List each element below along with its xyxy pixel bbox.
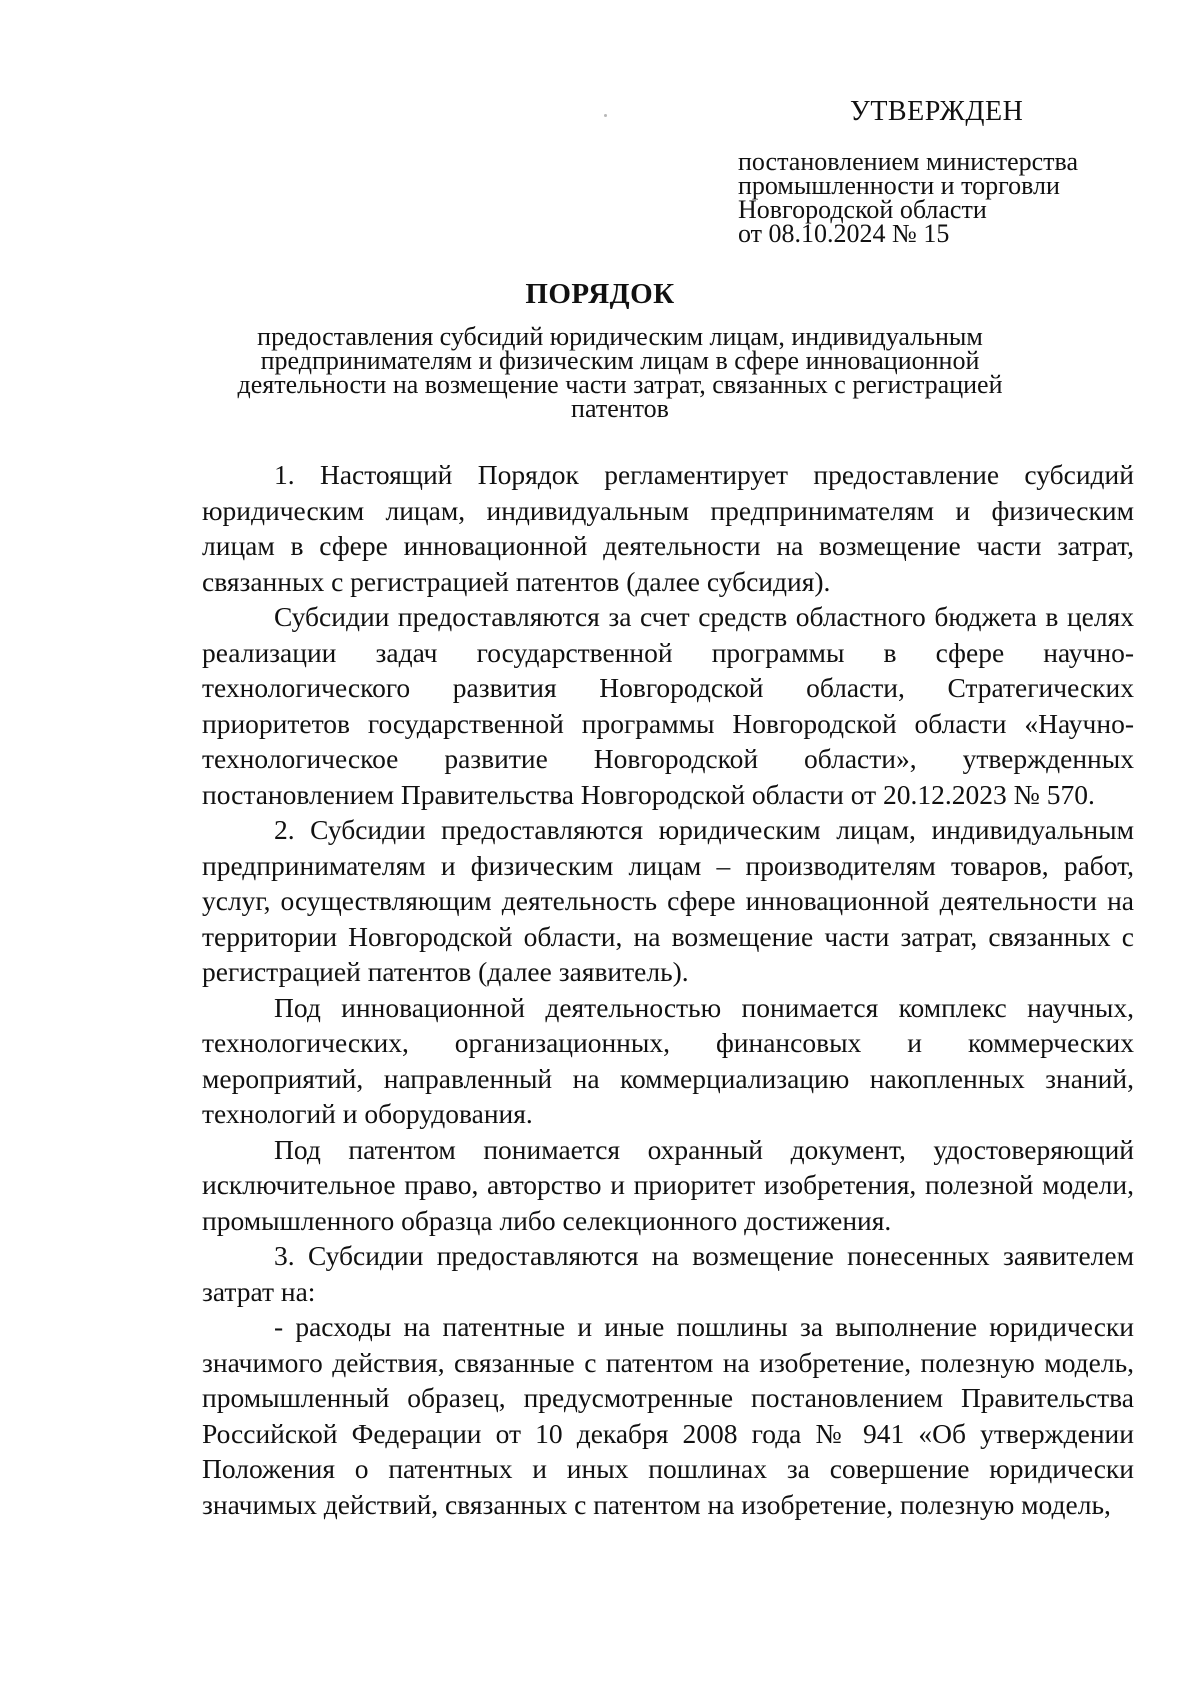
- approval-details: [738, 147, 1138, 248]
- paragraph: 3. Субсидии предоставляются на возмещение понесенных заявителем затрат на:: [202, 1240, 1134, 1307]
- paragraph: 2. Субсидии предоставляются юридическим лицам, индивидуальным предпринимателям и физическим лицам – производителям товаров, работ, услуг, осуществляющим деятельность сфере инновационной деятельности на территории Новгородской области, на возмещение части затрат, связанных с регистрацией патентов (далее заявитель).: [202, 814, 1134, 987]
- paragraph: Субсидии предоставляются за счет средств областного бюджета в целях реализации задач государственной программы в сфере научно-технологического развития Новгородской области, Стратегических приоритетов государственной программы Новгородской области «Научно-технологическое развитие Новгородской области», утвержденных постановлением Правительства Новгородской области от 20.12.2023 № 570.: [202, 601, 1134, 810]
- paragraph: - расходы на патентные и иные пошлины за выполнение юридически значимого действия, связанные с патентом на изобретение, полезную модель, промышленный образец, предусмотренные постановлением Правительства Российской Федерации от 10 декабря 2008 года № 941 «Об утверждении Положения о патентных и иных пошлинах за совершение юридически значимых действий, связанных с патентом на изобретение, полезную модель,: [202, 1311, 1134, 1520]
- scan-speck: [604, 114, 607, 117]
- document-subtitle: [200, 322, 1040, 423]
- paragraph: 1. Настоящий Порядок регламентирует предоставление субсидий юридическим лицам, индивидуальным предпринимателям и физическим лицам в сфере инновационной деятельности на возмещение части затрат, связанных с регистрацией патентов (далее субсидия).: [202, 459, 1134, 597]
- subtitle-line: предоставления субсидий юридическим лицам, индивидуальным: [257, 322, 983, 351]
- approval-line: промышленности и торговли: [738, 171, 1060, 200]
- document-title: ПОРЯДОК: [525, 278, 675, 310]
- approval-line: постановлением министерства: [738, 147, 1079, 176]
- document-body: [202, 457, 1134, 1522]
- approval-line: Новгородской области: [738, 195, 987, 224]
- approval-title: УТВЕРЖДЕН: [850, 96, 1024, 127]
- subtitle-line: предпринимателям и физическим лицам в сфере инновационной: [260, 346, 980, 375]
- approval-line: от 08.10.2024 № 15: [738, 219, 950, 248]
- approval-stamp-block: [738, 96, 1138, 246]
- paragraph: Под патентом понимается охранный документ, удостоверяющий исключительное право, авторство и приоритет изобретения, полезной модели, промышленного образца либо селекционного достижения.: [202, 1133, 1134, 1236]
- subtitle-line: патентов: [571, 394, 669, 423]
- subtitle-line: деятельности на возмещение части затрат, связанных с регистрацией: [237, 370, 1003, 399]
- paragraph: Под инновационной деятельностью понимается комплекс научных, технологических, организационных, финансовых и коммерческих мероприятий, направленный на коммерциализацию накопленных знаний, технологий и оборудования.: [202, 991, 1134, 1129]
